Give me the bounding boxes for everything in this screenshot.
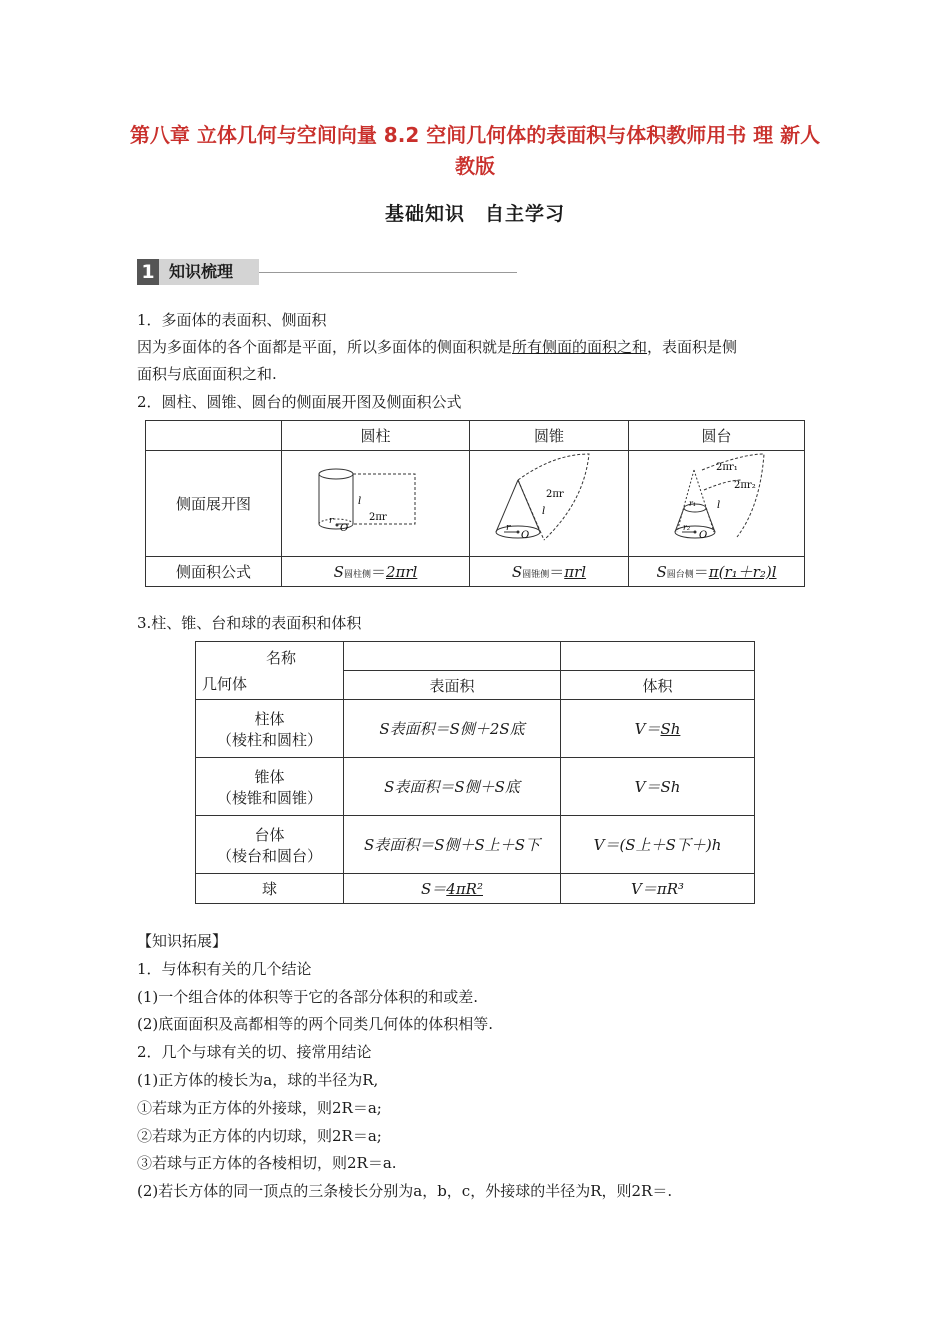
cone-o-label: O xyxy=(521,529,530,541)
cone-l-label: l xyxy=(542,505,546,517)
t2-blank-2 xyxy=(561,642,755,671)
p1-text-a: 因为多面体的各个面都是平面，所以多面体的侧面积就是 xyxy=(137,338,513,356)
ext-line-4: 2．几个与球有关的切、接常用结论 xyxy=(137,1043,372,1061)
ext-line-2: (1)一个组合体的体积等于它的各部分体积的和或差. xyxy=(137,988,479,1006)
frustum-net-diagram xyxy=(629,451,805,557)
t2-header-volume: 体积 xyxy=(561,671,755,700)
t2-blank-1 xyxy=(344,642,561,671)
p1-text-underlined: 所有侧面的面积之和 xyxy=(512,338,648,356)
ext-line-5: (1)正方体的棱长为a，球的半径为R, xyxy=(137,1071,379,1089)
ext-line-7: ②若球为正方体的内切球，则2R＝a; xyxy=(137,1127,382,1145)
t1-header-empty xyxy=(146,421,282,451)
cylinder-net-svg xyxy=(301,462,451,542)
t1-header-cone: 圆锥 xyxy=(470,421,629,451)
t2-row-sphere-surface: S＝4πR² xyxy=(344,874,561,904)
frustum-l-label: l xyxy=(716,499,720,511)
ext-line-6: ①若球为正方体的外接球，则2R＝a; xyxy=(137,1099,382,1117)
section-label: 知识梳理 xyxy=(159,259,259,285)
t2-row-sphere-name: 球 xyxy=(196,874,344,904)
cone-net-diagram xyxy=(470,451,629,557)
t1-diagram-label: 侧面展开图 xyxy=(146,451,282,557)
t2-row-pyramid-surface: S表面积＝S侧＋S底 xyxy=(344,758,561,816)
frustum-formula: S圆台侧＝π(r₁＋r₂)l xyxy=(629,557,805,587)
cyl-arc-label: 2πr xyxy=(368,511,387,523)
frustum-arc2-label: 2πr₂ xyxy=(733,479,756,491)
frustum-arc1-label: 2πr₁ xyxy=(715,461,738,473)
t2-row-frustum-name: 台体 （棱台和圆台） xyxy=(196,816,344,874)
surface-volume-table xyxy=(195,641,755,904)
p1-heading: 1．多面体的表面积、侧面积 xyxy=(137,311,327,329)
cylinder-formula: S圆柱侧＝2πrl xyxy=(282,557,470,587)
cone-net-svg xyxy=(474,452,624,552)
t2-corner-bottom: 几何体 xyxy=(202,674,248,693)
lateral-area-table xyxy=(145,420,805,587)
section-divider xyxy=(259,272,517,273)
t1-header-frustum: 圆台 xyxy=(629,421,805,451)
cone-arc-label: 2πr xyxy=(546,488,564,500)
cyl-r-label: r xyxy=(328,515,333,526)
p1-text-b: ，表面积是侧 xyxy=(647,338,738,356)
ext-line-1: 1．与体积有关的几个结论 xyxy=(137,960,312,978)
t2-corner-cell xyxy=(196,642,344,700)
ext-line-8: ③若球与正方体的各棱相切，则2R＝a. xyxy=(137,1154,397,1172)
t2-row-sphere-volume: V＝πR³ xyxy=(561,874,755,904)
t2-header-surface: 表面积 xyxy=(344,671,561,700)
t1-header-cylinder: 圆柱 xyxy=(282,421,470,451)
t2-row-frustum-volume: V＝(S上＋S下＋)h xyxy=(561,816,755,874)
p1-text-c: 面积与底面面积之和. xyxy=(137,365,277,383)
ext-line-9: (2)若长方体的同一顶点的三条棱长分别为a，b，c，外接球的半径为R，则2R＝. xyxy=(137,1182,673,1200)
t2-row-prism-volume: V＝Sh xyxy=(561,700,755,758)
section-subtitle: 基础知识 自主学习 xyxy=(384,203,565,225)
cylinder-net-diagram xyxy=(282,451,470,557)
section-number: 1 xyxy=(137,259,159,285)
frustum-net-svg xyxy=(642,452,792,552)
ext-heading: 【知识拓展】 xyxy=(137,932,228,950)
ext-line-3: (2)底面面积及高都相等的两个同类几何体的体积相等. xyxy=(137,1015,494,1033)
p1-text xyxy=(137,336,737,357)
cone-r-label: r xyxy=(506,522,511,533)
t2-row-prism-surface: S表面积＝S侧＋2S底 xyxy=(344,700,561,758)
cyl-o-label: O xyxy=(339,522,348,534)
frustum-r1-label: r₁ xyxy=(688,498,696,508)
section-header xyxy=(137,259,517,285)
p2-heading: 2．圆柱、圆锥、圆台的侧面展开图及侧面积公式 xyxy=(137,393,462,411)
frustum-o-label: O xyxy=(698,529,707,541)
t2-row-prism-name: 柱体 （棱柱和圆柱） xyxy=(196,700,344,758)
cyl-l-label: l xyxy=(357,495,361,507)
frustum-r2-label: r₂ xyxy=(682,522,690,532)
document-title: 第八章 立体几何与空间向量 8.2 空间几何体的表面积与体积教师用书 理 新人教版 xyxy=(129,123,821,178)
t1-formula-label: 侧面积公式 xyxy=(146,557,282,587)
cone-formula: S圆锥侧＝πrl xyxy=(470,557,629,587)
t2-row-pyramid-volume: V＝Sh xyxy=(561,758,755,816)
p3-heading: 3.柱、锥、台和球的表面积和体积 xyxy=(137,614,362,632)
t2-row-frustum-surface: S表面积＝S侧＋S上＋S下 xyxy=(344,816,561,874)
t2-corner-top: 名称 xyxy=(266,648,297,667)
t2-row-pyramid-name: 锥体 （棱锥和圆锥） xyxy=(196,758,344,816)
